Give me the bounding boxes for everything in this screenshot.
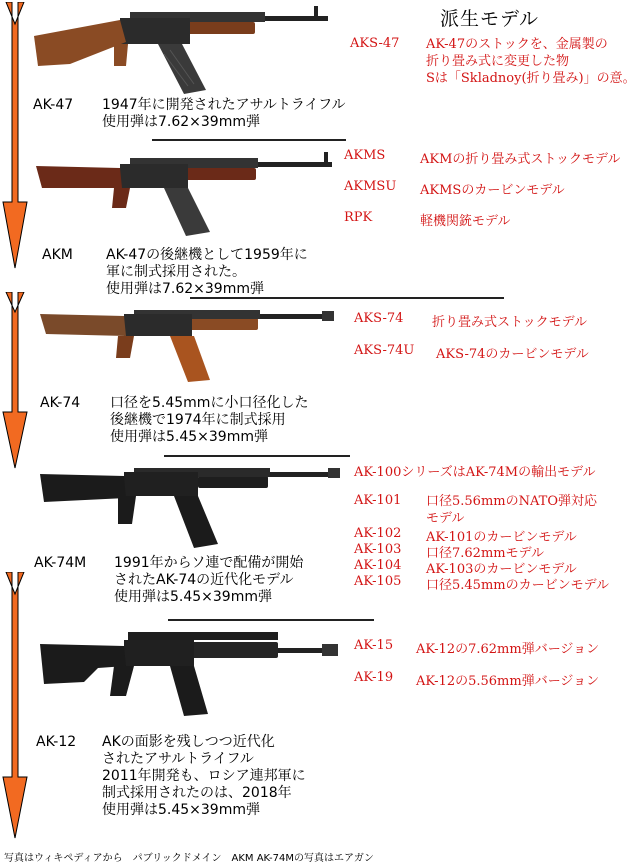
page-title: 派生モデル: [440, 8, 540, 30]
derivative-code-ak101: AK-101: [354, 493, 402, 508]
derivative-code-ak15: AK-15: [354, 638, 394, 653]
akm-rifle-image: [34, 146, 334, 238]
timeline-arrow-icon: [2, 572, 28, 840]
derivative-code-akmsu: AKMSU: [344, 179, 397, 194]
derivative-desc-akms: AKMの折り畳み式ストックモデル: [420, 152, 621, 167]
ak74m-rifle-image: [38, 458, 344, 550]
model-name-akm: AKM: [42, 247, 73, 263]
model-desc-ak74: 口径を5.45mmに小口径化した 後継機で1974年に制式採用 使用弾は5.45×39mm弾: [110, 395, 309, 445]
derivative-desc-akmsu: AKMSのカービンモデル: [420, 183, 565, 198]
timeline-arrow-icon: [2, 2, 28, 270]
model-name-ak47: AK-47: [33, 97, 74, 113]
derivative-desc-ak15: AK-12の7.62mm弾バージョン: [416, 642, 600, 657]
model-desc-akm: AK-47の後継機として1959年に 軍に制式採用された。 使用弾は7.62×39mm弾: [106, 247, 308, 297]
model-name-ak74: AK-74: [40, 395, 81, 411]
derivative-code-aks47: AKS-47: [350, 36, 400, 51]
derivative-desc-ak102: AK-101のカービンモデル: [426, 530, 577, 545]
derivative-code-ak102: AK-102: [354, 526, 402, 541]
section-divider: [164, 455, 350, 457]
derivative-code-aks74u: AKS-74U: [354, 343, 415, 358]
ak47-rifle-image: [30, 2, 330, 98]
derivative-code-rpk: RPK: [344, 210, 373, 225]
derivative-desc-aks74: 折り畳み式ストックモデル: [432, 315, 587, 330]
derivative-desc-aks74u: AKS-74のカービンモデル: [436, 347, 589, 362]
derivative-code-aks74: AKS-74: [354, 311, 404, 326]
derivative-code-ak104: AK-104: [354, 558, 402, 573]
section-divider: [168, 619, 374, 621]
derivative-code-akms: AKMS: [344, 148, 386, 163]
derivative-desc-rpk: 軽機関銃モデル: [420, 214, 511, 229]
model-desc-ak12: AKの面影を残しつつ近代化 されたアサルトライフル 2011年開発も、ロシア連邦軍に 制式採用されたのは、2018年 使用弾は5.45×39mm弾: [102, 734, 306, 818]
derivative-desc-ak101: 口径5.56mmのNATO弾対応 モデル: [426, 494, 597, 526]
derivative-desc-ak19: AK-12の5.56mm弾バージョン: [416, 674, 600, 689]
derivative-desc-ak104: AK-103のカービンモデル: [426, 562, 577, 577]
section-divider: [190, 297, 504, 299]
ak74-rifle-image: [38, 300, 338, 384]
ak12-rifle-image: [38, 626, 342, 718]
timeline-arrow-icon: [2, 292, 28, 470]
model-desc-ak74m: 1991年からソ連で配備が開始 されたAK-74の近代化モデル 使用弾は5.45×39mm弾: [114, 555, 304, 605]
derivative-code-ak103: AK-103: [354, 542, 402, 557]
photo-credit: 写真はウィキペディアから パブリックドメイン AKM AK-74Mの写真はエアガン: [4, 853, 374, 864]
derivative-code-ak19: AK-19: [354, 670, 394, 685]
derivative-intro-ak100: AK-100シリーズはAK-74Mの輸出モデル: [354, 465, 596, 480]
model-name-ak74m: AK-74M: [34, 555, 87, 571]
derivative-desc-ak103: 口径7.62mmモデル: [426, 546, 544, 561]
model-desc-ak47: 1947年に開発されたアサルトライフル 使用弾は7.62×39mm弾: [102, 97, 346, 130]
derivative-desc-aks47: AK-47のストックを、金属製の 折り畳み式に変更した物 Sは「Skladnoy(折り畳み)」の意。: [426, 37, 636, 86]
section-divider: [152, 139, 346, 141]
model-name-ak12: AK-12: [36, 734, 77, 750]
derivative-code-ak105: AK-105: [354, 574, 402, 589]
derivative-desc-ak105: 口径5.45mmのカービンモデル: [426, 578, 609, 593]
